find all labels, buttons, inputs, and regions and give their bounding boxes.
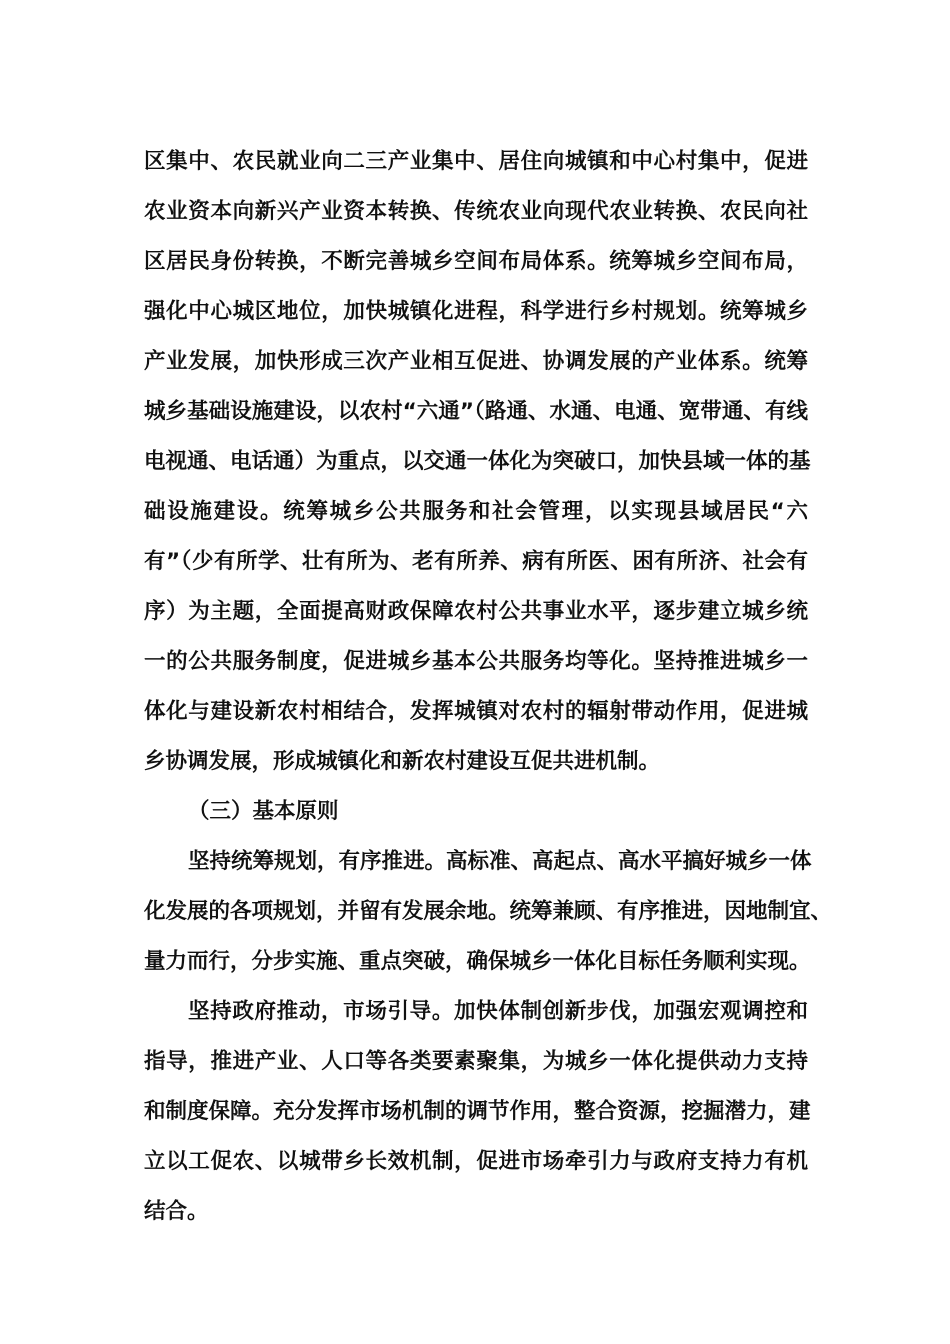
body-text-line: 乡协调发展，形成城镇化和新农村建设互促共进机制。 [144,749,661,774]
body-text-line: 坚持政府推动，市场引导。加快体制创新步伐，加强宏观调控和 [188,999,808,1024]
body-text-line: 强化中心城区地位，加快城镇化进程，科学进行乡村规划。统筹城乡 [144,299,808,324]
body-text-line: 区集中、农民就业向二三产业集中、居住向城镇和中心村集中，促进 [144,149,808,174]
body-text-line: 化发展的各项规划，并留有发展余地。统筹兼顾、有序推进，因地制宜、 [144,899,833,924]
body-text-line: 区居民身份转换，不断完善城乡空间布局体系。统筹城乡空间布局， [144,249,808,274]
body-text-line: 指导，推进产业、人口等各类要素聚集，为城乡一体化提供动力支持 [144,1049,808,1074]
body-text-line: 一的公共服务制度，促进城乡基本公共服务均等化。坚持推进城乡一 [144,649,808,674]
body-text-line: 和制度保障。充分发挥市场机制的调节作用，整合资源，挖掘潜力，建 [144,1099,811,1124]
body-text-line: 量力而行，分步实施、重点突破，确保城乡一体化目标任务顺利实现。 [144,949,811,974]
body-text-line: 结合。 [144,1199,209,1224]
body-text-line: 坚持统筹规划，有序推进。高标准、高起点、高水平搞好城乡一体 [188,849,812,874]
body-text-line: 立以工促农、以城带乡长效机制，促进市场牵引力与政府支持力有机 [144,1149,808,1174]
body-text-line: 电视通、电话通）为重点，以交通一体化为突破口，加快县域一体的基 [144,449,811,474]
body-text-line: 农业资本向新兴产业资本转换、传统农业向现代农业转换、农民向社 [144,199,808,224]
body-text-line: 有”（少有所学、壮有所为、老有所养、病有所医、困有所济、社会有 [144,549,808,574]
body-text-line: 体化与建设新农村相结合，发挥城镇对农村的辐射带动作用，促进城 [144,699,808,724]
body-text-line: 序）为主题，全面提高财政保障农村公共事业水平，逐步建立城乡统 [144,599,808,624]
body-text-line: 础设施建设。统筹城乡公共服务和社会管理，以实现县域居民“六 [144,499,808,524]
body-text-line: 产业发展，加快形成三次产业相互促进、协调发展的产业体系。统筹 [144,349,808,374]
section-heading: （三）基本原则 [188,799,339,824]
body-text-line: 城乡基础设施建设，以农村“六通”（路通、水通、电通、宽带通、有线 [144,399,808,424]
